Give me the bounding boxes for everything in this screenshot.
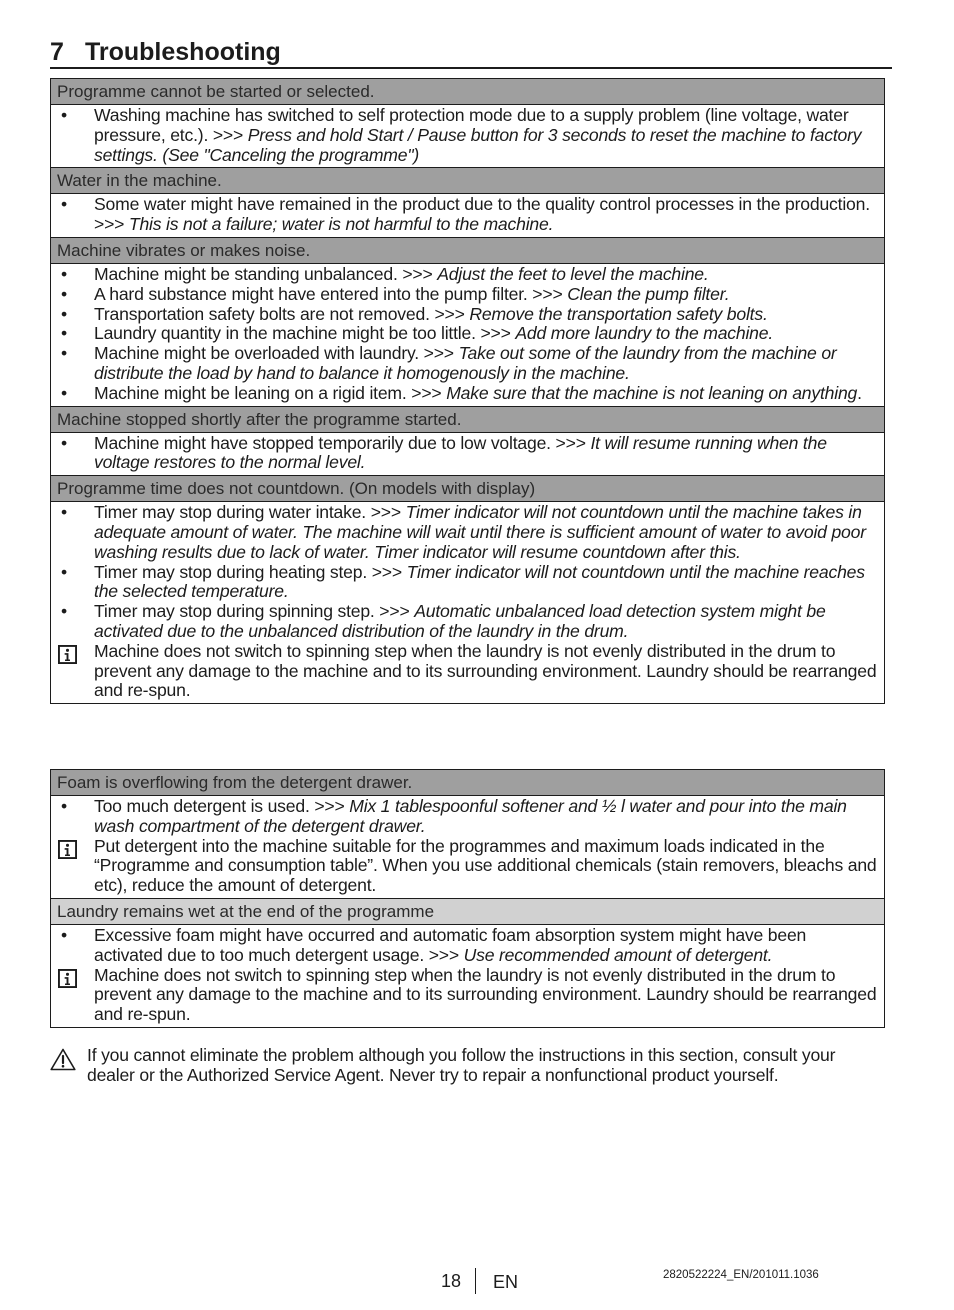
- warning-icon: [50, 1048, 76, 1071]
- bullet: •: [61, 263, 67, 284]
- document-code: 2820522224_EN/201011.1036: [663, 1269, 819, 1281]
- bullet: •: [61, 601, 67, 622]
- section-header: Machine vibrates or makes noise.: [51, 238, 884, 264]
- list-item: • Excessive foam might have occurred and automatic foam absorption system might have been activated due to too much detergent usage. >>> Use recommended amount of detergent.: [51, 926, 878, 966]
- page-number: 18: [441, 1271, 462, 1291]
- info-icon: [58, 840, 77, 859]
- bullet: •: [61, 924, 67, 945]
- list-item: • Laundry quantity in the machine might be too little. >>> Add more laundry to the machine.: [51, 324, 878, 344]
- section-header: Machine stopped shortly after the programme started.: [51, 407, 884, 433]
- list-item: • Some water might have remained in the product due to the quality control processes in the production. >>> This is not a failure; water is not harmful to the machine.: [51, 195, 878, 235]
- footer-divider: [475, 1268, 476, 1294]
- bullet: •: [61, 105, 67, 125]
- list-item: • Too much detergent is used. >>> Mix 1 tablespoonful softener and ½ l water and pour into the main wash compartment of the detergent drawer.: [51, 797, 878, 837]
- list-item: • Transportation safety bolts are not removed. >>> Remove the transportation safety bolts.: [51, 305, 878, 325]
- language-code: EN: [493, 1272, 519, 1292]
- bullet: •: [61, 796, 67, 816]
- bullet: •: [61, 283, 67, 304]
- page-title: Troubleshooting: [85, 38, 281, 66]
- info-note: Machine does not switch to spinning step when the laundry is not evenly distributed in the drum to prevent any damage to the machine and to its surrounding environment. Laundry should be rearranged and re-spun.: [51, 642, 878, 701]
- section-header: Programme time does not countdown. (On models with display): [51, 476, 884, 502]
- section-body: [51, 105, 884, 168]
- list-item: • Timer may stop during heating step. >>> Timer indicator will not countdown until the machine reaches the selected temperature.: [51, 563, 878, 603]
- section-heading: [50, 38, 892, 69]
- info-note: Machine does not switch to spinning step when the laundry is not evenly distributed in the drum to prevent any damage to the machine and to its surrounding environment. Laundry should be rearranged and re-spun.: [51, 966, 878, 1025]
- bullet: •: [61, 561, 67, 582]
- section-header: Water in the machine.: [51, 168, 884, 194]
- section-header: Foam is overflowing from the detergent drawer.: [51, 770, 884, 796]
- info-icon: [58, 645, 77, 664]
- section-header: Laundry remains wet at the end of the programme: [51, 899, 884, 925]
- bullet: •: [61, 502, 67, 523]
- info-icon: [58, 969, 77, 988]
- section-header: Programme cannot be started or selected.: [51, 79, 884, 105]
- info-note: Put detergent into the machine suitable for the programmes and maximum loads indicated in the “Programme and consumption table”. When you use additional chemicals (stain removers, bleachs and etc), reduce the amount of detergent.: [51, 837, 878, 896]
- section-body: [51, 264, 884, 407]
- bullet: •: [61, 432, 67, 453]
- bullet: •: [61, 323, 67, 344]
- troubleshooting-table-2: [50, 769, 885, 1028]
- bullet: •: [61, 194, 67, 215]
- section-body: [51, 502, 884, 703]
- bullet: •: [61, 303, 67, 324]
- list-item: • Timer may stop during water intake. >>> Timer indicator will not countdown until the machine takes in adequate amount of water. The machine will wait until there is sufficient amount of water to avoid poor washing results due to lack of water. Timer indicator will resume countdown after this.: [51, 503, 878, 562]
- list-item: • A hard substance might have entered into the pump filter. >>> Clean the pump filter.: [51, 285, 878, 305]
- bullet: •: [61, 343, 67, 364]
- section-body: [51, 796, 884, 899]
- warning-text: If you cannot eliminate the problem although you follow the instructions in this section, consult your dealer or the Authorized Service Agent. Never try to repair a nonfunctional product yourself.: [87, 1045, 836, 1085]
- troubleshooting-table: [50, 78, 885, 704]
- list-item: • Machine might be leaning on a rigid item. >>> Make sure that the machine is not leaning on anything.: [51, 384, 878, 404]
- section-number: 7: [50, 38, 64, 66]
- section-body: [51, 925, 884, 1027]
- section-body: [51, 433, 884, 477]
- list-item: • Machine might have stopped temporarily due to low voltage. >>> It will resume running when the voltage restores to the normal level.: [51, 434, 878, 474]
- list-item: • Machine might be overloaded with laundry. >>> Take out some of the laundry from the machine or distribute the load by hand to balance it homogenously in the machine.: [51, 344, 878, 384]
- section-body: [51, 194, 884, 238]
- list-item: • Timer may stop during spinning step. >>> Automatic unbalanced load detection system might be activated due to the unbalanced distribution of the laundry in the drum.: [51, 602, 878, 642]
- bullet: •: [61, 382, 67, 403]
- list-item: • Washing machine has switched to self protection mode due to a supply problem (line voltage, water pressure, etc.). >>> Press and hold Start / Pause button for 3 seconds to reset the machine to factory settings. (See "Canceling the programme"): [51, 106, 878, 165]
- list-item: • Machine might be standing unbalanced. >>> Adjust the feet to level the machine.: [51, 265, 878, 285]
